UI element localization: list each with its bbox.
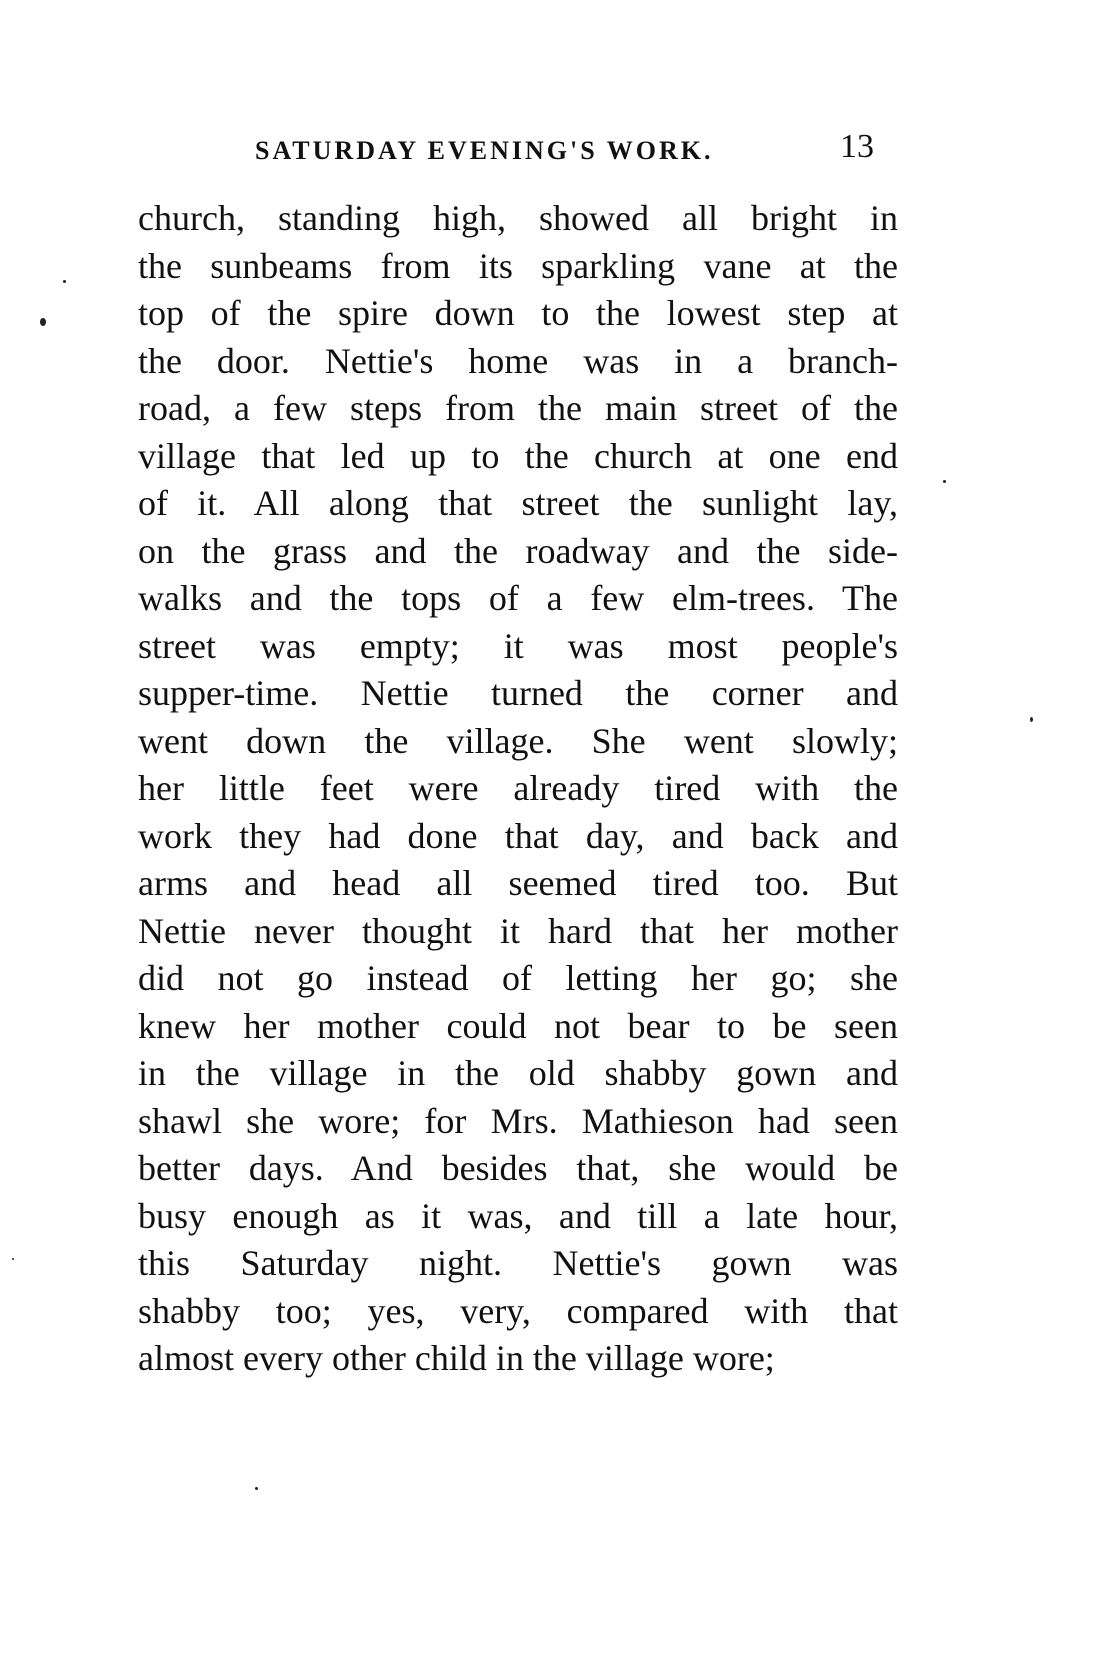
text-line: almost every other child in the village wore; — [138, 1338, 775, 1378]
text-line: village that led up to the church at one end — [138, 435, 898, 476]
text-line: better days. And besides that, she would be — [138, 1148, 898, 1188]
text-line: road, a few steps from the main street of the — [138, 388, 898, 428]
body-text — [138, 195, 898, 1383]
scan-speck — [12, 1258, 14, 1260]
text-line: the door. Nettie's home was in a branch- — [138, 340, 898, 381]
text-line: arms and head all seemed tired too. But — [138, 863, 898, 903]
text-line: the sunbeams from its sparkling vane at the — [138, 245, 898, 286]
text-line: street was empty; it was most people's — [138, 625, 898, 666]
text-line: went down the village. She went slowly; — [138, 720, 898, 761]
text-line: on the grass and the roadway and the side- — [138, 530, 898, 571]
text-line: Nettie never thought it hard that her mother — [138, 910, 898, 951]
text-line: walks and the tops of a few elm-trees. The — [138, 578, 898, 618]
text-line: church, standing high, showed all bright in — [138, 198, 898, 238]
page-number: 13 — [840, 128, 874, 165]
text-line: of it. All along that street the sunlight lay, — [138, 483, 898, 523]
text-line: in the village in the old shabby gown and — [138, 1053, 898, 1093]
text-line: knew her mother could not bear to be seen — [138, 1005, 898, 1046]
text-line: supper-time. Nettie turned the corner and — [138, 673, 898, 713]
scan-speck — [255, 1487, 258, 1490]
text-line: work they had done that day, and back and — [138, 815, 898, 856]
text-line: shabby too; yes, very, compared with that — [138, 1290, 898, 1331]
text-line: top of the spire down to the lowest step at — [138, 293, 898, 333]
scan-speck — [63, 280, 66, 283]
text-line: this Saturday night. Nettie's gown was — [138, 1243, 898, 1283]
text-line: busy enough as it was, and till a late hour, — [138, 1195, 898, 1236]
scan-speck — [1030, 717, 1033, 722]
scan-speck — [943, 480, 946, 483]
scan-speck — [40, 318, 46, 326]
text-line: did not go instead of letting her go; she — [138, 958, 898, 998]
running-head: SATURDAY EVENING'S WORK. — [255, 136, 714, 165]
text-line: shawl she wore; for Mrs. Mathieson had seen — [138, 1100, 898, 1141]
text-line: her little feet were already tired with the — [138, 768, 898, 808]
